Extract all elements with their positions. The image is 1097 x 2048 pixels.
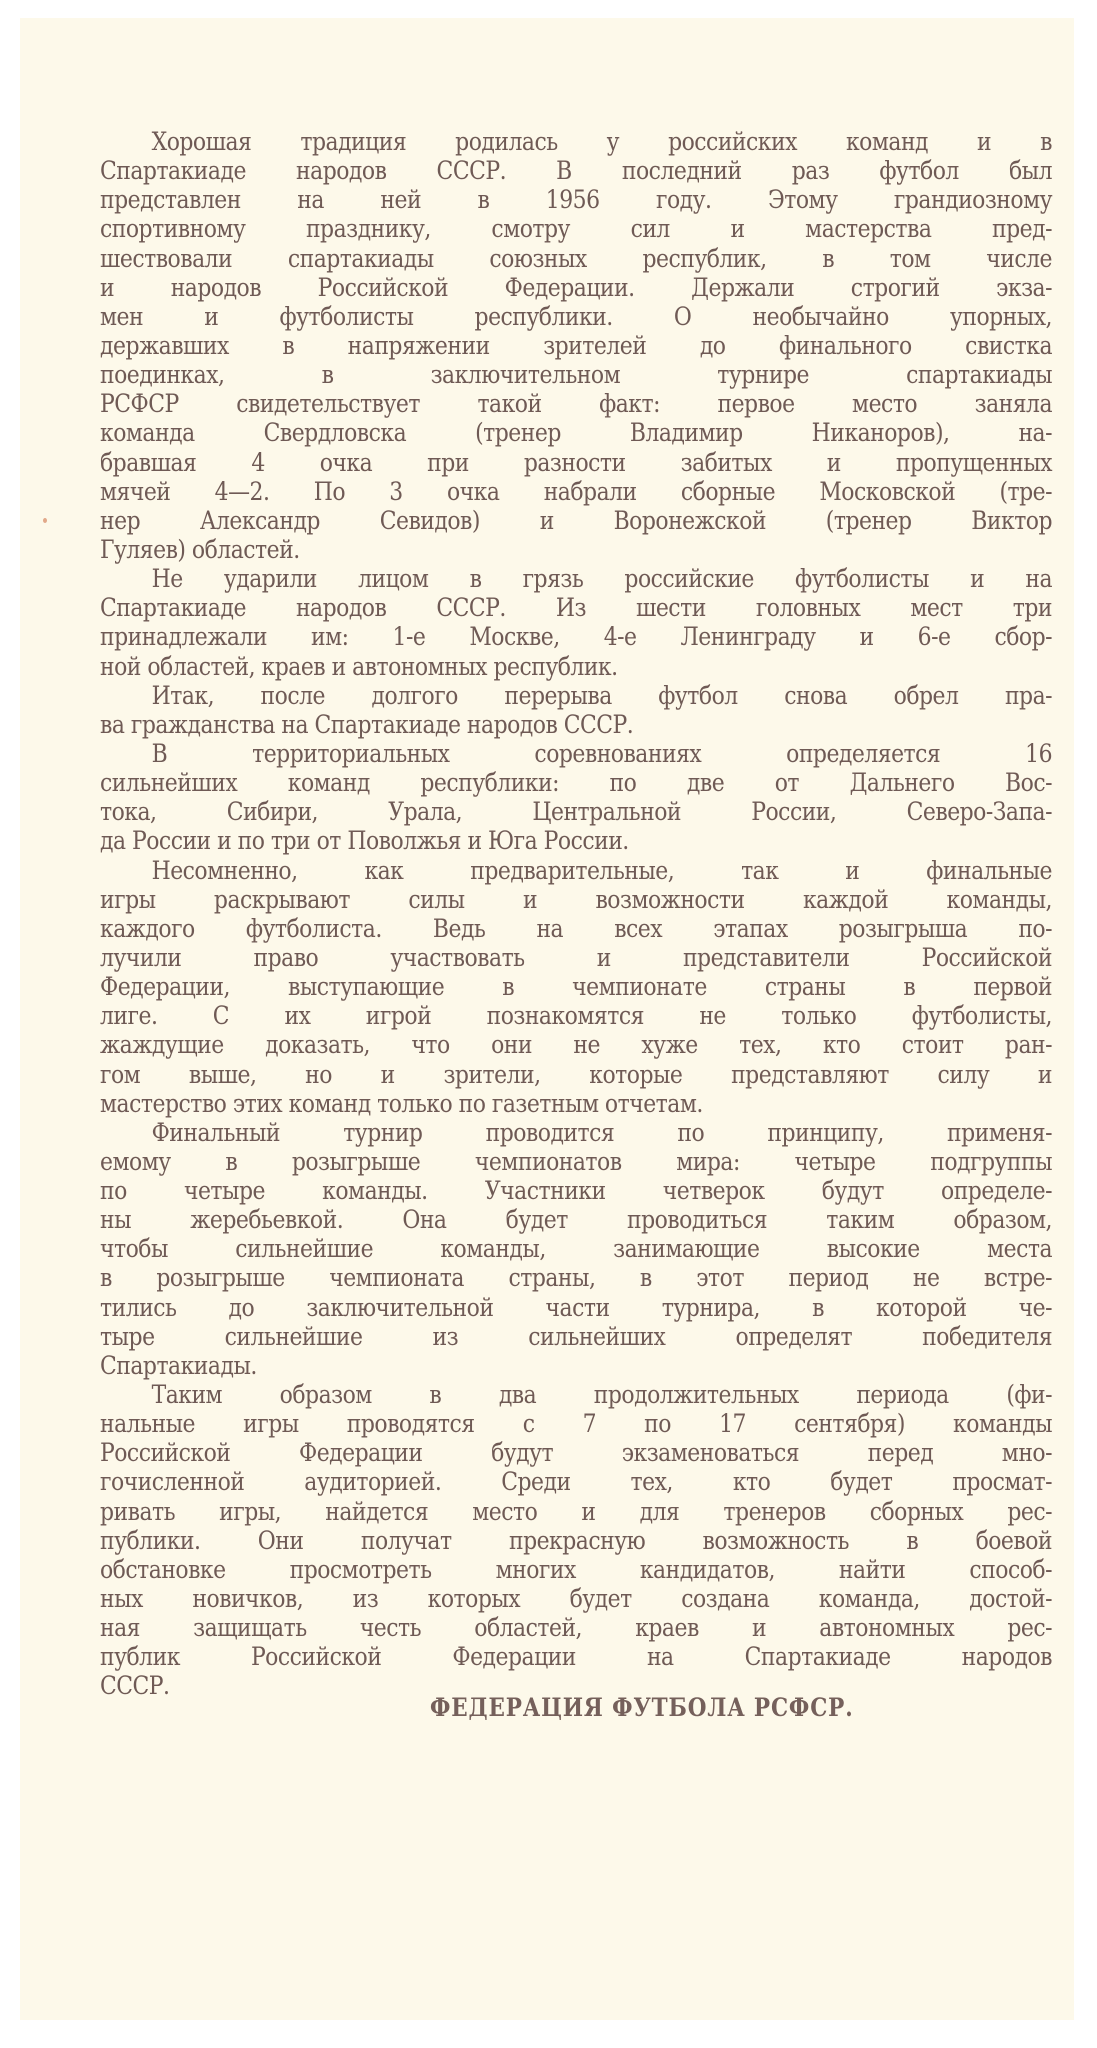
text-line: и народов Российской Федерации. Держали строгий экза-	[100, 272, 1053, 303]
text-line: тыре сильнейшие из сильнейших определят победителя	[100, 1321, 1053, 1352]
text-line: Итак, после долгого перерыва футбол снова обрел пра-	[151, 680, 1053, 711]
text-line: Финальный турнир проводится по принципу, применя-	[151, 1117, 1053, 1148]
text-line: нер Александр Севидов) и Воронежской (тренер Виктор	[100, 505, 1053, 536]
text-line: мен и футболисты республики. О необычайно упорных,	[100, 301, 1053, 332]
text-line: гочисленной аудиторией. Среди тех, кто будет просмат-	[100, 1467, 1053, 1498]
text-line: нальные игры проводятся с 7 по 17 сентября) команды	[100, 1409, 1053, 1440]
text-line: обстановке просмотреть многих кандидатов, найти способ-	[100, 1554, 1053, 1585]
text-line: по четыре команды. Участники четверок будут определе-	[100, 1176, 1053, 1207]
text-line: ных новичков, из которых будет создана команда, достой-	[100, 1584, 1053, 1615]
text-line: бравшая 4 очка при разности забитых и пропущенных	[100, 447, 1053, 478]
text-line: команда Свердловска (тренер Владимир Никаноров), на-	[100, 418, 1053, 449]
text-line: Гуляев) областей.	[100, 534, 300, 565]
text-line: СССР.	[100, 1671, 170, 1702]
text-line: ны жеребьевкой. Она будет проводиться таким образом,	[100, 1205, 1053, 1236]
text-line: ва гражданства на Спартакиаде народов СССР.	[100, 709, 634, 740]
text-line: Спартакиаде народов СССР. В последний раз футбол был	[100, 156, 1053, 187]
text-line: РСФСР свидетельствует такой факт: первое место заняла	[100, 389, 1053, 420]
text-line: Несомненно, как предварительные, так и финальные	[151, 855, 1053, 886]
text-line: да России и по три от Поволжья и Юга России.	[100, 826, 629, 857]
paper-stain	[43, 518, 47, 523]
text-line: в розыгрыше чемпионата страны, в этот период не встре-	[100, 1263, 1053, 1294]
text-line: Спартакиады.	[100, 1350, 257, 1381]
paragraph	[100, 857, 1052, 1119]
text-line: тока, Сибири, Урала, Центральной России, Северо-Запа-	[100, 797, 1053, 828]
text-line: каждого футболиста. Ведь на всех этапах розыгрыша по-	[100, 913, 1053, 944]
text-line: Спартакиаде народов СССР. Из шести головных мест три	[100, 593, 1053, 624]
text-line: публик Российской Федерации на Спартакиаде народов	[100, 1642, 1053, 1673]
text-line: тились до заключительной части турнира, в которой че-	[100, 1292, 1053, 1323]
text-line: принадлежали им: 1-е Москве, 4-е Ленинграду и 6-е сбор-	[100, 622, 1053, 653]
text-line: гом выше, но и зрители, которые представляют силу и	[100, 1059, 1053, 1090]
text-line: шествовали спартакиады союзных республик, в том числе	[100, 243, 1053, 274]
text-line: лиге. С их игрой познакомятся не только футболисты,	[100, 1001, 1053, 1032]
text-line: публики. Они получат прекрасную возможность в боевой	[100, 1525, 1053, 1556]
text-line: В территориальных соревнованиях определяется 16	[151, 738, 1053, 769]
text-line: сильнейших команд республики: по две от Дальнего Вос-	[100, 768, 1053, 799]
text-line: лучили право участвовать и представители Российской	[100, 942, 1053, 973]
text-line: мастерство этих команд только по газетным отчетам.	[100, 1088, 703, 1119]
text-line: ная защищать честь областей, краев и автономных рес-	[100, 1613, 1053, 1644]
paragraph	[100, 682, 1052, 740]
text-line: Хорошая традиция родилась у российских команд и в	[151, 127, 1053, 157]
paragraph	[100, 1119, 1052, 1381]
paragraph	[100, 740, 1052, 857]
signature: ФЕДЕРАЦИЯ ФУТБОЛА РСФСР.	[430, 1693, 854, 1722]
paragraph	[100, 565, 1052, 682]
text-line: Российской Федерации будут экзаменоваться перед мно-	[100, 1438, 1053, 1469]
text-line: мячей 4—2. По 3 очка набрали сборные Московской (тре-	[100, 476, 1053, 507]
text-line: емому в розыгрыше чемпионатов мира: четыре подгруппы	[100, 1146, 1053, 1177]
text-line: жаждущие доказать, что они не хуже тех, кто стоит ран-	[100, 1030, 1053, 1061]
article-body	[100, 128, 1052, 1702]
text-line: державших в напряжении зрителей до финального свистка	[100, 330, 1053, 361]
paragraph	[100, 1381, 1052, 1702]
paragraph	[100, 128, 1052, 565]
text-line: Таким образом в два продолжительных периода (фи-	[151, 1380, 1053, 1411]
text-line: игры раскрывают силы и возможности каждой команды,	[100, 884, 1053, 915]
text-line: ривать игры, найдется место и для тренеров сборных рес-	[100, 1496, 1053, 1527]
text-line: спортивному празднику, смотру сил и мастерства пред-	[100, 214, 1053, 245]
text-line: Не ударили лицом в грязь российские футболисты и на	[151, 564, 1053, 595]
text-line: Федерации, выступающие в чемпионате страны в первой	[100, 972, 1053, 1003]
text-line: представлен на ней в 1956 году. Этому грандиозному	[100, 185, 1053, 216]
text-line: поединках, в заключительном турнире спартакиады	[100, 360, 1053, 391]
text-line: чтобы сильнейшие команды, занимающие высокие места	[100, 1234, 1053, 1265]
text-line: ной областей, краев и автономных республик.	[100, 651, 618, 682]
